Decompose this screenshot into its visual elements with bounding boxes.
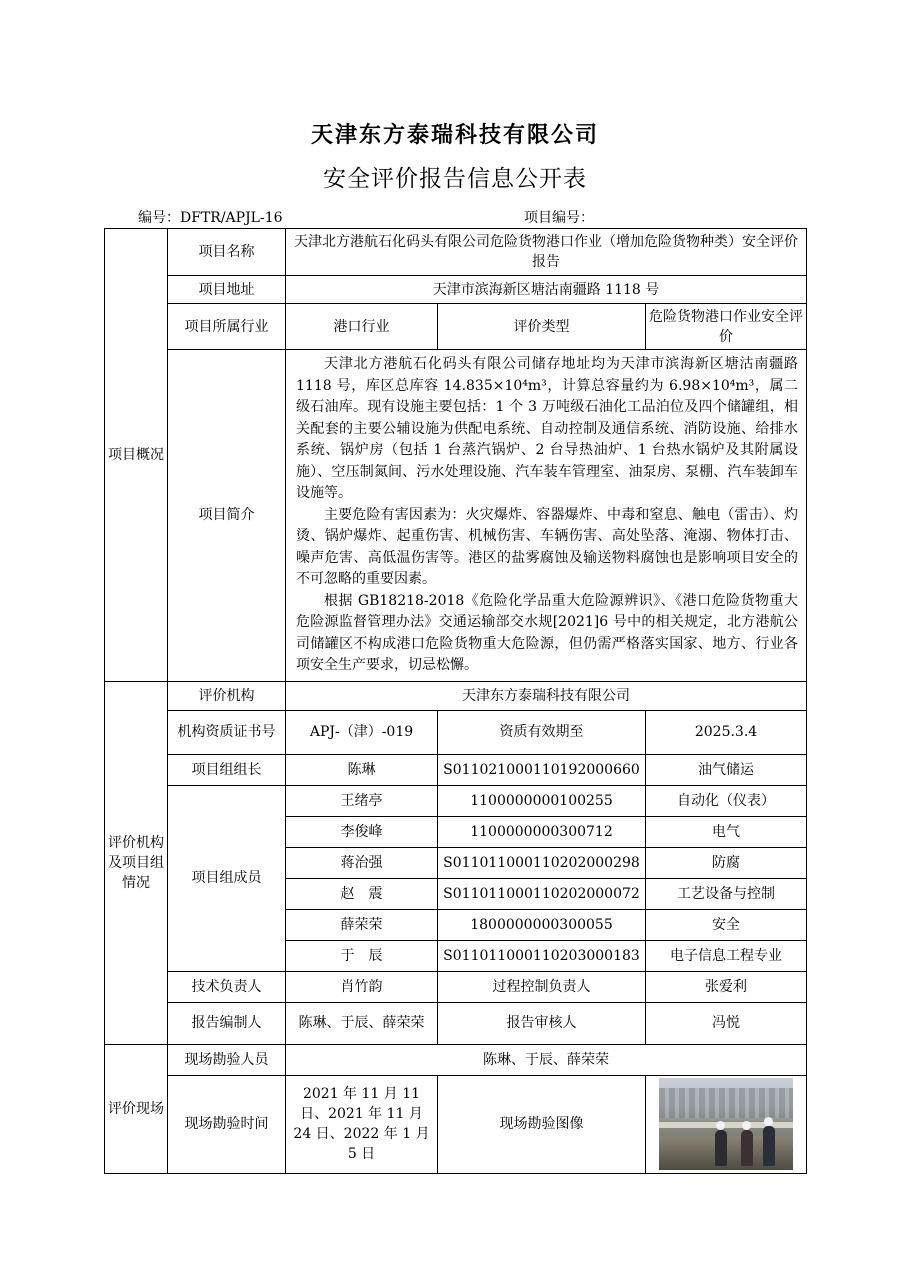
- member-cert: S011011000110203000183: [438, 940, 646, 971]
- industry-value: 港口行业: [286, 304, 438, 350]
- reviewer-label: 报告审核人: [438, 1002, 646, 1044]
- cert-value: APJ-（津）-019: [286, 710, 438, 754]
- company-name: 天津东方泰瑞科技有限公司: [310, 122, 599, 148]
- site-time-value: 2021 年 11 月 11 日、2021 年 11 月 24 日、2022 年 1 月 5 日: [286, 1075, 438, 1173]
- member-cert: 1800000000300055: [438, 909, 646, 940]
- leader-cert: S011021000110192000660: [438, 754, 646, 785]
- document-code: 编号：DFTR/APJL-16: [138, 210, 283, 226]
- author-value: 陈琳、于辰、薛荣荣: [286, 1002, 438, 1044]
- cert-label: 机构资质证书号: [168, 710, 286, 754]
- member-cert: S011011000110202000072: [438, 878, 646, 909]
- intro-text: [286, 350, 807, 682]
- tech-lead-value: 肖竹韵: [286, 971, 438, 1002]
- member-cert: 1100000000300712: [438, 816, 646, 847]
- project-name-value: 天津北方港航石化码头有限公司危险货物港口作业（增加危险货物种类）安全评价报告: [286, 229, 807, 276]
- photo-person: [763, 1126, 775, 1166]
- leader-label: 项目组组长: [168, 754, 286, 785]
- member-name: 于 辰: [286, 940, 438, 971]
- valid-label: 资质有效期至: [438, 710, 646, 754]
- tech-lead-label: 技术负责人: [168, 971, 286, 1002]
- intro-paragraph: 天津北方港航石化码头有限公司储存地址均为天津市滨海新区塘沽南疆路 1118 号，库区总库容 14.835×10⁴m³，计算总容量约为 6.98×10⁴m³，属二级石油库。现有设施主要包括：1 个 3 万吨级石油化工品泊位及四个储罐组，相关配套的主要公辅设施为供配电系统、自动控制及通信系统、消防设施、给排水系统、锅炉房（包括 1 台蒸汽锅炉、2 台导热油炉、1 台热水锅炉及其附属设施）、空压制氮间、污水处理设施、汽车装车管理室、油泵房、泵棚、汽车装卸车设施等。: [296, 356, 799, 501]
- member-name: 薛荣荣: [286, 909, 438, 940]
- photo-helmet: [742, 1121, 751, 1130]
- agency-label: 评价机构: [168, 681, 286, 710]
- project-address-value: 天津市滨海新区塘沽南疆路 1118 号: [286, 276, 807, 304]
- member-field: 工艺设备与控制: [646, 878, 807, 909]
- page-title: 安全评价报告信息公开表: [323, 166, 587, 192]
- members-label: 项目组成员: [168, 785, 286, 971]
- site-photo: [659, 1078, 793, 1170]
- section-org: 评价机构及项目组情况: [105, 681, 168, 1044]
- member-cert: S011011000110202000298: [438, 847, 646, 878]
- member-name: 蒋治强: [286, 847, 438, 878]
- industry-label: 项目所属行业: [168, 304, 286, 350]
- member-field: 自动化（仪表）: [646, 785, 807, 816]
- eval-type-value: 危险货物港口作业安全评价: [646, 304, 807, 350]
- member-field: 防腐: [646, 847, 807, 878]
- photo-helmet: [716, 1121, 725, 1130]
- member-field: 安全: [646, 909, 807, 940]
- site-image-label: 现场勘验图像: [438, 1075, 646, 1173]
- site-staff-value: 陈琳、于辰、薛荣荣: [286, 1044, 807, 1075]
- photo-building: [659, 1088, 793, 1118]
- project-code-label: 项目编号：: [524, 210, 594, 226]
- member-name: 李俊峰: [286, 816, 438, 847]
- intro-paragraph: 根据 GB18218-2018《危险化学品重大危险源辨识》、《港口危险货物重大危险源监督管理办法》交通运输部交水规[2021]6 号中的相关规定，北方港航公司储罐区不构成港口危险货物重大危险源，但仍需严格落实国家、地方、行业各项安全生产要求，切忌松懈。: [296, 592, 799, 673]
- member-name: 王绪亭: [286, 785, 438, 816]
- eval-type-label: 评价类型: [438, 304, 646, 350]
- reviewer-value: 冯悦: [646, 1002, 807, 1044]
- member-field: 电子信息工程专业: [646, 940, 807, 971]
- process-lead-value: 张爱利: [646, 971, 807, 1002]
- section-site: 评价现场: [105, 1044, 168, 1173]
- valid-value: 2025.3.4: [646, 710, 807, 754]
- photo-person: [715, 1130, 727, 1166]
- site-staff-label: 现场勘验人员: [168, 1044, 286, 1075]
- member-field: 电气: [646, 816, 807, 847]
- author-label: 报告编制人: [168, 1002, 286, 1044]
- info-table: [104, 228, 807, 1174]
- process-lead-label: 过程控制负责人: [438, 971, 646, 1002]
- site-image-cell: [646, 1075, 807, 1173]
- photo-helmet: [764, 1117, 773, 1126]
- member-name: 赵 震: [286, 878, 438, 909]
- project-address-label: 项目地址: [168, 276, 286, 304]
- intro-paragraph: 主要危险有害因素为：火灾爆炸、容器爆炸、中毒和窒息、触电（雷击）、灼烫、锅炉爆炸、起重伤害、机械伤害、车辆伤害、高处坠落、淹溺、物体打击、噪声危害、高低温伤害等。港区的盐雾腐蚀及输送物料腐蚀也是影响项目安全的不可忽略的重要因素。: [296, 506, 799, 587]
- project-name-label: 项目名称: [168, 229, 286, 276]
- member-cert: 1100000000100255: [438, 785, 646, 816]
- agency-value: 天津东方泰瑞科技有限公司: [286, 681, 807, 710]
- photo-person: [741, 1130, 753, 1166]
- leader-field: 油气储运: [646, 754, 807, 785]
- intro-label: 项目简介: [168, 350, 286, 682]
- leader-name: 陈琳: [286, 754, 438, 785]
- site-time-label: 现场勘验时间: [168, 1075, 286, 1173]
- section-overview: 项目概况: [105, 229, 168, 682]
